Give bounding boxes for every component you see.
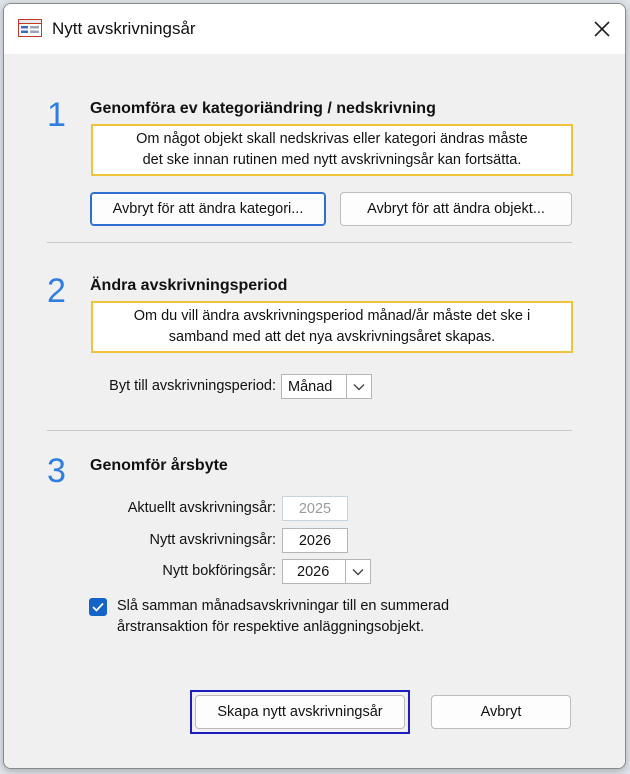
merge-label-line2: årstransaktion för respektive anläggningsobjekt. <box>117 619 425 635</box>
create-new-year-button[interactable]: Skapa nytt avskrivningsår <box>195 695 405 729</box>
merge-label-line1: Slå samman månadsavskrivningar till en summerad <box>117 598 450 614</box>
section-1-note-line1: Om något objekt skall nedskrivas eller kategori ändras måste <box>136 131 528 147</box>
section-2-title: Ändra avskrivningsperiod <box>90 277 288 294</box>
form-app-icon <box>18 19 42 37</box>
divider-1 <box>47 242 572 243</box>
section-1-note <box>91 124 573 176</box>
checkmark-icon <box>92 602 104 612</box>
section-3-title: Genomför årsbyte <box>90 457 228 474</box>
period-combobox[interactable] <box>281 374 372 399</box>
section-2-note-line1: Om du vill ändra avskrivningsperiod månad/år måste det ske i <box>133 308 531 324</box>
step-number-2: 2 <box>47 272 66 310</box>
step-number-1: 1 <box>47 96 66 134</box>
new-year-label: Nytt avskrivningsår: <box>149 532 276 548</box>
divider-2 <box>47 430 572 431</box>
dialog-body <box>4 54 625 768</box>
current-year-label: Aktuellt avskrivningsår: <box>127 500 276 516</box>
cancel-button[interactable]: Avbryt <box>431 695 571 729</box>
merge-checkbox[interactable] <box>89 598 107 616</box>
section-2-note <box>91 301 573 353</box>
close-icon[interactable] <box>591 18 613 40</box>
cancel-change-object-button[interactable]: Avbryt för att ändra objekt... <box>340 192 572 226</box>
window-title: Nytt avskrivningsår <box>52 19 196 38</box>
new-year-value: 2026 <box>298 532 332 549</box>
chevron-down-icon <box>353 383 365 391</box>
book-year-dropdown-arrow[interactable] <box>345 560 370 583</box>
dialog-window <box>3 3 626 769</box>
book-year-label: Nytt bokföringsår: <box>162 563 276 579</box>
chevron-down-icon <box>352 568 364 576</box>
new-year-field[interactable] <box>282 528 348 553</box>
current-year-field <box>282 496 348 521</box>
title-bar <box>4 4 625 54</box>
current-year-value: 2025 <box>298 500 332 517</box>
merge-checkbox-label[interactable] <box>117 596 449 638</box>
period-label: Byt till avskrivningsperiod: <box>109 378 276 394</box>
step-number-3: 3 <box>47 452 66 490</box>
period-dropdown-arrow[interactable] <box>346 375 371 398</box>
section-2-note-line2: samband med att det nya avskrivningsåret skapas. <box>168 329 496 345</box>
book-year-combobox[interactable] <box>282 559 371 584</box>
period-value: Månad <box>288 378 333 395</box>
section-1-note-line2: det ske innan rutinen med nytt avskrivningsår kan fortsätta. <box>142 152 522 168</box>
cancel-change-category-button[interactable]: Avbryt för att ändra kategori... <box>90 192 326 226</box>
book-year-value: 2026 <box>297 563 330 580</box>
section-1-title: Genomföra ev kategoriändring / nedskrivning <box>90 100 436 117</box>
